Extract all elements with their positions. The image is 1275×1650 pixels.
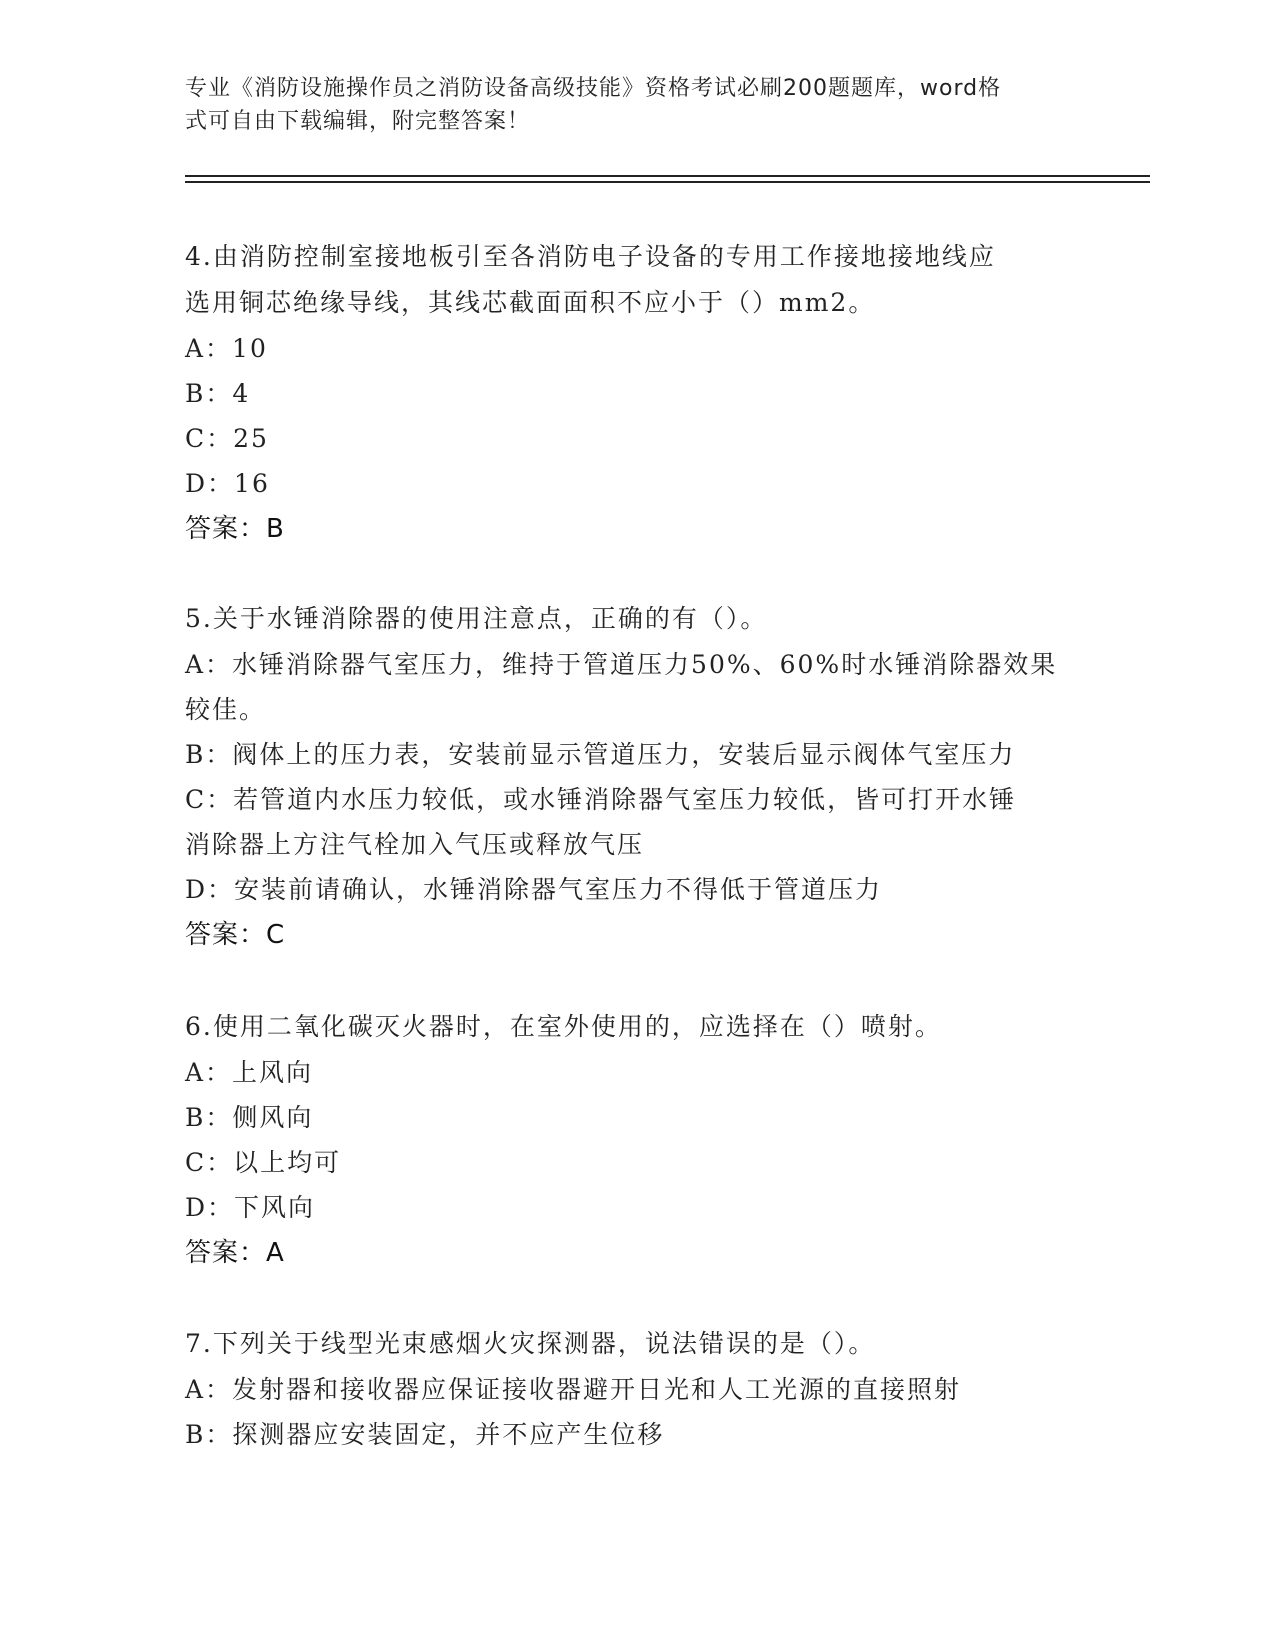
header-divider bbox=[185, 175, 1150, 177]
header-divider bbox=[185, 181, 1150, 183]
option-a: A：10 bbox=[185, 334, 268, 363]
option-d: D：下风向 bbox=[185, 1193, 316, 1222]
question-block bbox=[185, 1321, 1085, 1457]
option-b: B：侧风向 bbox=[185, 1103, 314, 1132]
answer-line: 答案：B bbox=[185, 514, 285, 544]
question-block bbox=[185, 1004, 1085, 1276]
question-block bbox=[185, 234, 1085, 552]
question-stem: 选用铜芯绝缘导线，其线芯截面面积不应小于（）mm2。 bbox=[185, 288, 876, 317]
question-stem: 5.关于水锤消除器的使用注意点，正确的有（）。 bbox=[185, 604, 768, 633]
option-b: B：探测器应安装固定，并不应产生位移 bbox=[185, 1420, 665, 1449]
option-a: A：发射器和接收器应保证接收器避开日光和人工光源的直接照射 bbox=[185, 1375, 962, 1404]
option-a: A：水锤消除器气室压力，维持于管道压力50%、60%时水锤消除器效果 bbox=[185, 650, 1058, 679]
option-c-continued: 消除器上方注气栓加入气压或释放气压 bbox=[185, 830, 645, 859]
option-d: D：安装前请确认，水锤消除器气室压力不得低于管道压力 bbox=[185, 875, 883, 904]
document-header bbox=[185, 72, 1065, 138]
option-b: B：阀体上的压力表，安装前显示管道压力，安装后显示阀体气室压力 bbox=[185, 740, 1016, 769]
answer-line: 答案：C bbox=[185, 920, 286, 950]
option-c: C：若管道内水压力较低，或水锤消除器气室压力较低，皆可打开水锤 bbox=[185, 785, 1017, 814]
option-c: C：25 bbox=[185, 424, 269, 453]
question-stem: 4.由消防控制室接地板引至各消防电子设备的专用工作接地接地线应 bbox=[185, 242, 996, 271]
question-stem: 6.使用二氧化碳灭火器时，在室外使用的，应选择在（）喷射。 bbox=[185, 1012, 942, 1041]
option-a: A：上风向 bbox=[185, 1058, 314, 1087]
option-a-continued: 较佳。 bbox=[185, 695, 267, 724]
option-d: D：16 bbox=[185, 469, 270, 498]
option-c: C：以上均可 bbox=[185, 1148, 342, 1177]
header-line: 式可自由下载编辑，附完整答案！ bbox=[185, 109, 531, 134]
header-line: 专业《消防设施操作员之消防设备高级技能》资格考试必刷200题题库，word格 bbox=[185, 76, 1002, 101]
question-stem: 7.下列关于线型光束感烟火灾探测器，说法错误的是（）。 bbox=[185, 1329, 876, 1358]
option-b: B：4 bbox=[185, 379, 251, 408]
answer-line: 答案：A bbox=[185, 1238, 285, 1268]
question-block bbox=[185, 596, 1085, 958]
